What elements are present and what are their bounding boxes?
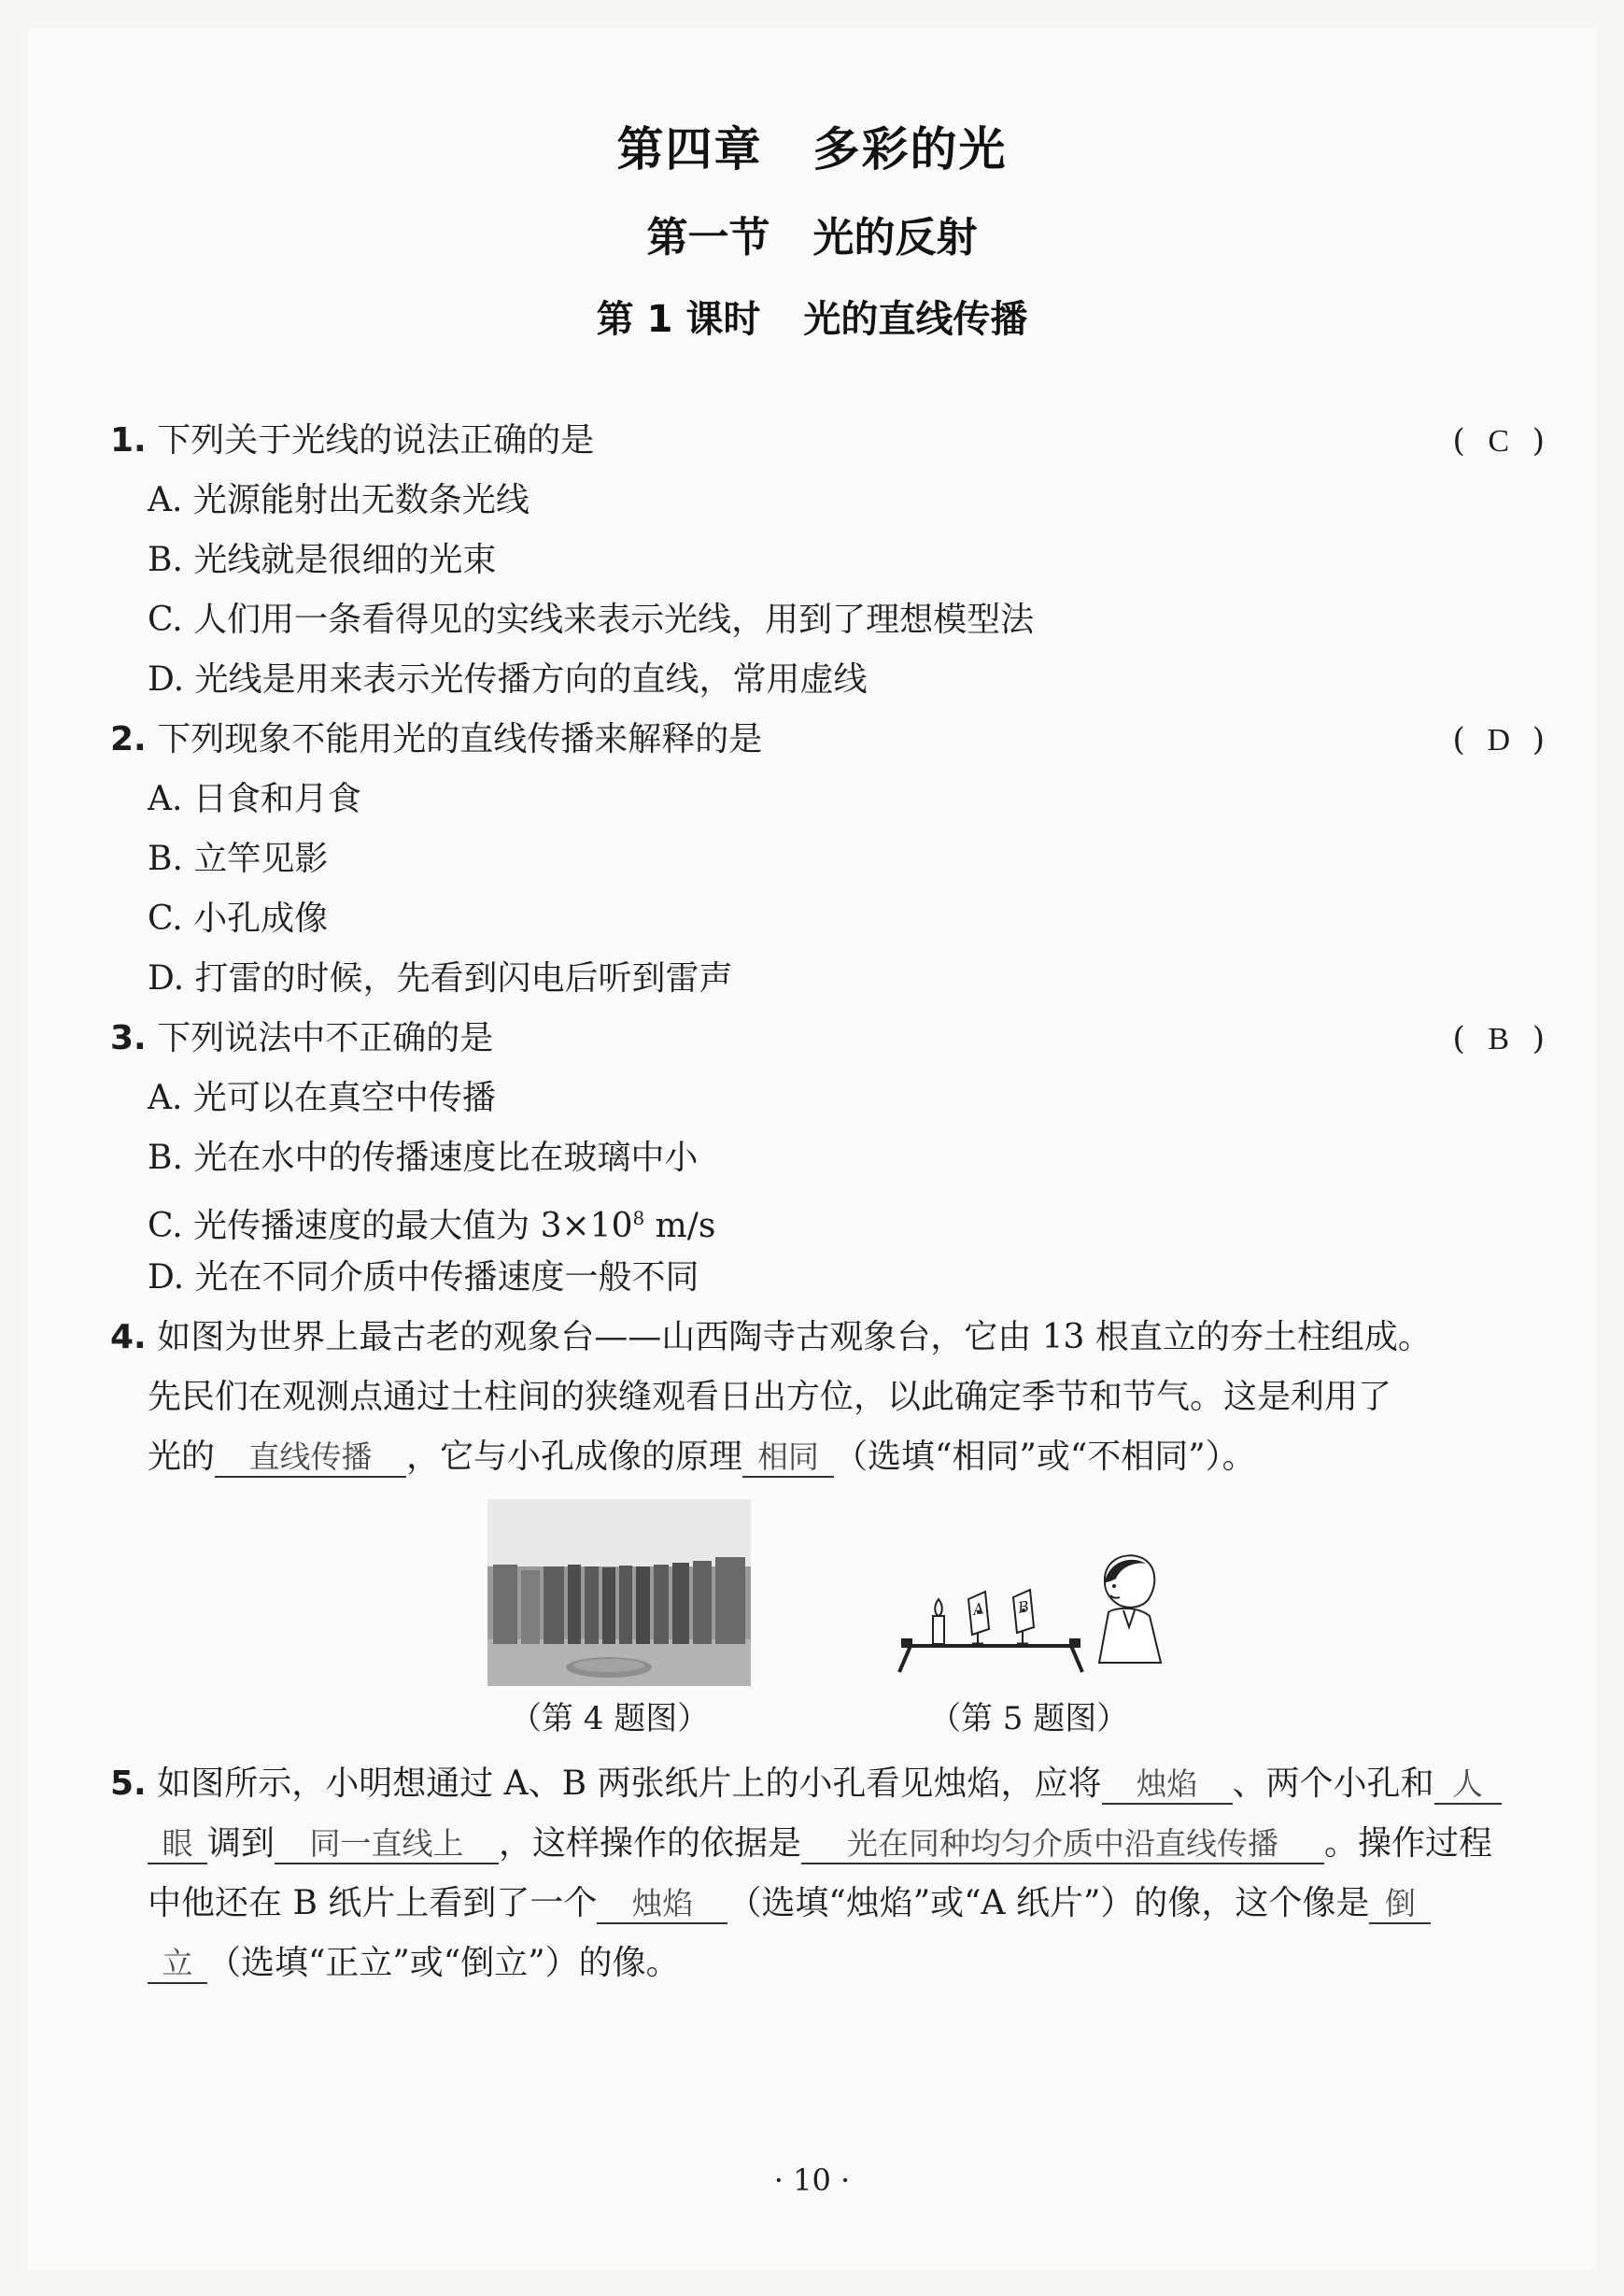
pinhole-diagram [892,1541,1172,1681]
q4-line-3: 光的 直线传播 ，它与小孔成像的原理 相同 （选填“相同”或“不相同”）。 [148,1438,1256,1476]
q2-option-b: B. 立竿见影 [148,840,329,878]
lesson-title: 光的直线传播 [803,298,1028,341]
q1-answer-letter: C [1488,424,1510,459]
section-heading [0,204,1624,263]
q1-option-c: C. 人们用一条看得见的实线来表示光线，用到了理想模型法 [148,601,1035,639]
q3-option-d: D. 光在不同介质中传播速度一般不同 [148,1258,699,1297]
q2-answer: ( D ) [1452,721,1545,758]
q5-line-1: 5. 如图所示，小明想通过 A、B 两张纸片上的小孔看见烛焰，应将 烛焰 、两个小孔和 人 [110,1764,1502,1805]
page-number: · 10 · [773,2162,851,2198]
q1-option-a: A. 光源能射出无数条光线 [148,481,530,519]
q1-answer: ( C ) [1452,422,1545,460]
q5-line-4: 立 （选填“正立”或“倒立”）的像。 [148,1943,680,1984]
card-a-label: A [971,1599,985,1619]
q3-answer: ( B ) [1452,1020,1545,1057]
q3-exponent: 8 [632,1207,645,1229]
q5-blank-6-part-1[interactable]: 倒 [1369,1885,1431,1924]
figure-4-caption: （第 4 题图） [510,1700,710,1737]
q4-blank-1[interactable]: 直线传播 [215,1439,406,1478]
q1-stem-text: 下列关于光线的说法正确的是 [157,421,595,460]
q1-option-b: B. 光线就是很细的光束 [148,541,497,579]
q3-option-a: A. 光可以在真空中传播 [148,1079,496,1117]
q2-stem-text: 下列现象不能用光的直线传播来解释的是 [157,720,763,758]
figure-5-caption: （第 5 题图） [929,1700,1129,1737]
q3-option-c [148,1198,715,1247]
q1-stem: 1. 下列关于光线的说法正确的是 [110,421,595,460]
q2-option-d: D. 打雷的时候，先看到闪电后听到雷声 [148,959,733,998]
q5-blank-3[interactable]: 同一直线上 [275,1825,499,1864]
q3-unit: m/s [644,1207,716,1245]
q5-line-3: 中他还在 B 纸片上看到了一个 烛焰 （选填“烛焰”或“A 纸片”）的像，这个像是 倒 [148,1883,1431,1924]
q4-blank-2[interactable]: 相同 [742,1439,834,1478]
chapter-title: 多彩的光 [812,122,1008,177]
q4-line-1: 4. 如图为世界上最古老的观象台——山西陶寺古观象台，它由 13 根直立的夯土柱组成。 [110,1318,1432,1356]
q2-option-c: C. 小孔成像 [148,900,329,938]
observatory-photo [487,1499,751,1686]
section-label: 第一节 [646,214,770,262]
q5-blank-6-part-2[interactable]: 立 [148,1945,207,1984]
q4-line-2: 先民们在观测点通过土柱间的狭缝观看日出方位，以此确定季节和节气。这是利用了 [148,1378,1392,1416]
section-title: 光的反射 [812,214,978,262]
chapter-heading [0,112,1624,179]
pinhole-experiment-figure [892,1541,1172,1681]
q5-line-2: 眼 调到 同一直线上 ，这样操作的依据是 光在同种均匀介质中沿直线传播 。操作过程 [148,1823,1492,1864]
q5-blank-4[interactable]: 光在同种均匀介质中沿直线传播 [801,1825,1324,1864]
q2-answer-letter: D [1487,723,1511,758]
q2-stem: 2. 下列现象不能用光的直线传播来解释的是 [110,720,763,758]
q5-blank-2-part-2[interactable]: 眼 [148,1825,207,1864]
q4-line-1-text: 如图为世界上最古老的观象台——山西陶寺古观象台，它由 13 根直立的夯土柱组成。 [157,1318,1432,1356]
q3-option-c-text: C. 光传播速度的最大值为 3×10 [148,1207,633,1245]
q3-stem-text: 下列说法中不正确的是 [157,1019,494,1057]
q3-answer-letter: B [1488,1022,1510,1056]
observatory-pillars-image [487,1499,751,1686]
card-b-label: B [1016,1597,1031,1617]
q3-option-b: B. 光在水中的传播速度比在玻璃中小 [148,1139,699,1177]
q3-stem: 3. 下列说法中不正确的是 [110,1019,494,1057]
q5-blank-1[interactable]: 烛焰 [1102,1765,1233,1805]
q5-blank-5[interactable]: 烛焰 [597,1885,727,1924]
lesson-heading [0,290,1624,343]
q1-option-d: D. 光线是用来表示光传播方向的直线，常用虚线 [148,660,868,699]
q5-blank-2-part-1[interactable]: 人 [1434,1765,1502,1805]
chapter-label: 第四章 [616,122,763,177]
lesson-label: 第 1 课时 [596,298,761,341]
q2-option-a: A. 日食和月食 [148,780,361,818]
